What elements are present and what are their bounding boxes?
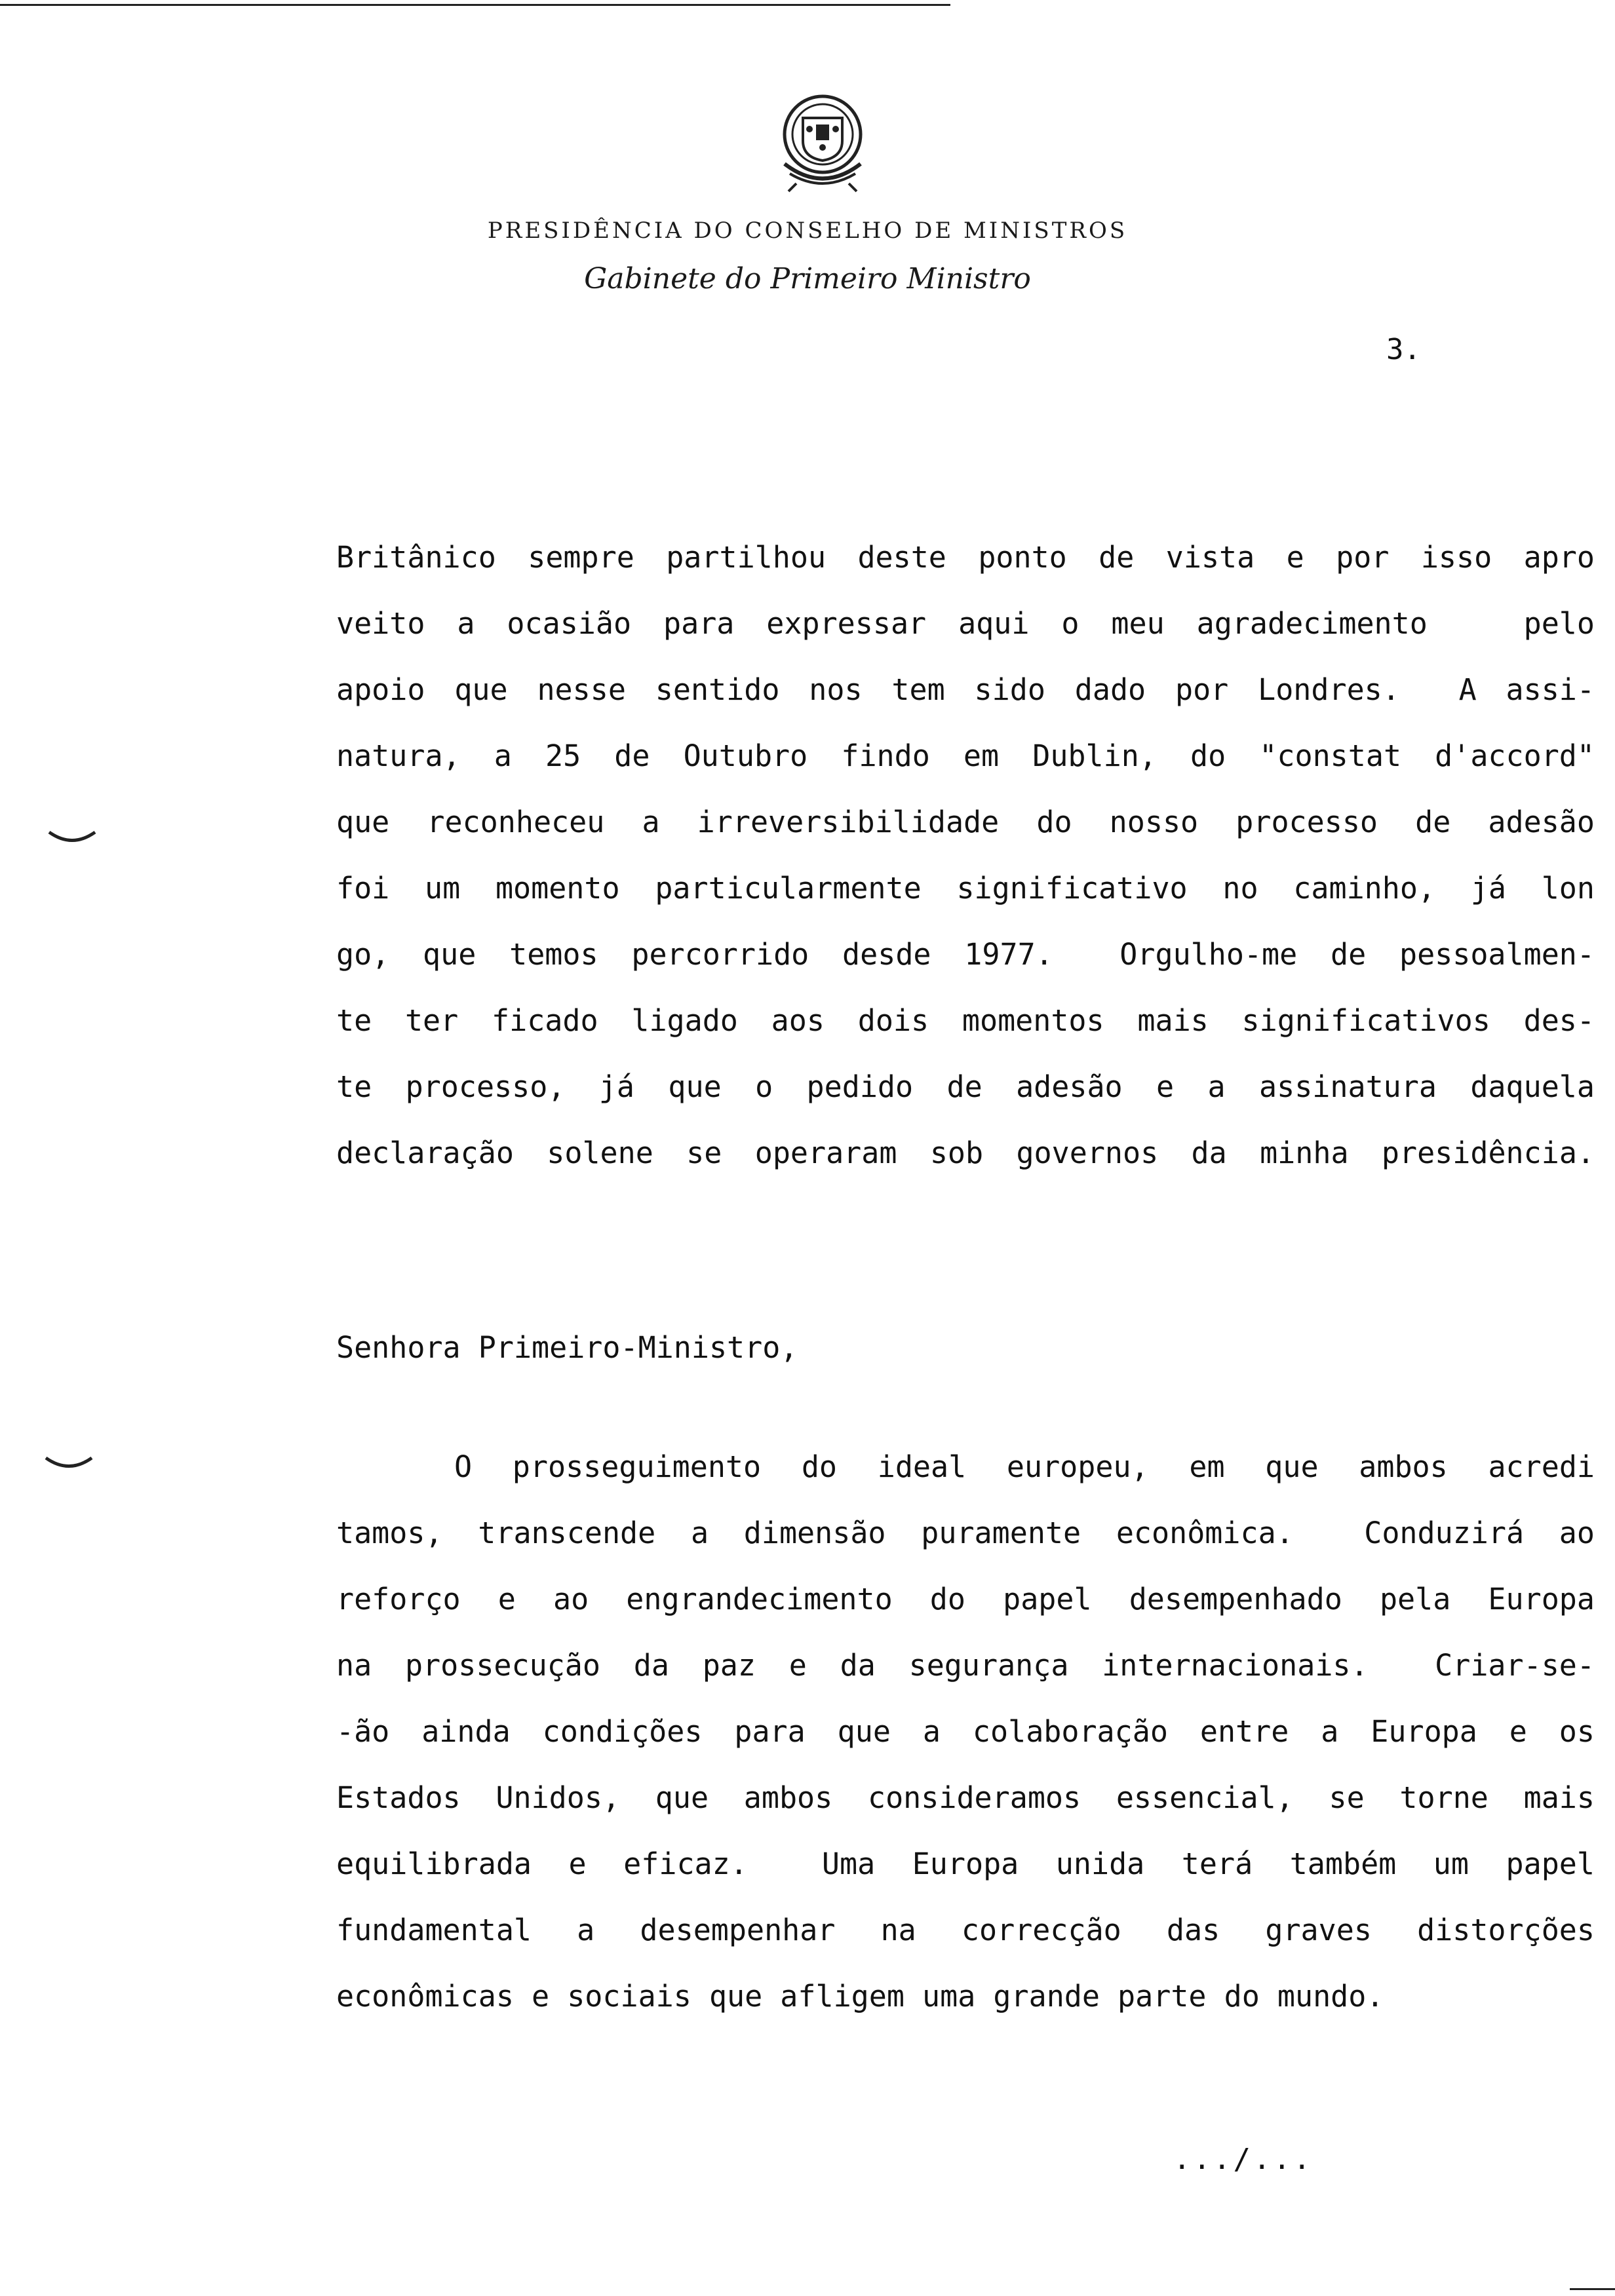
text-line: te processo, já que o pedido de adesão e a assinatura daquela <box>336 1069 1595 1104</box>
scan-corner-line <box>1570 2288 1615 2290</box>
text-line: go, que temos percorrido desde 1977. Orgulho-me de pessoalmen- <box>336 937 1595 972</box>
text-line: Britânico sempre partilhou deste ponto de vista e por isso apro <box>336 540 1595 575</box>
text-line: na prossecução da paz e da segurança internacionais. Criar-se- <box>336 1648 1595 1683</box>
text-line: te ter ficado ligado aos dois momentos mais significativos des- <box>336 1003 1595 1038</box>
continuation-mark: .../... <box>1173 2143 1313 2176</box>
salutation: Senhora Primeiro-Ministro, <box>336 1330 798 1365</box>
cabinet-name: Gabinete do Primeiro Ministro <box>584 262 1031 296</box>
text-line: foi um momento particularmente significativo no caminho, já lon <box>336 871 1595 906</box>
text-line: fundamental a desempenhar na correcção das graves distorções <box>336 1913 1595 1947</box>
margin-punch-mark <box>46 829 98 849</box>
institution-name: PRESIDÊNCIA DO CONSELHO DE MINISTROS <box>487 218 1128 244</box>
text-line: Estados Unidos, que ambos consideramos essencial, se torne mais <box>336 1780 1595 1815</box>
text-line: veito a ocasião para expressar aqui o meu agradecimento pelo <box>336 606 1595 641</box>
text-line: O prosseguimento do ideal europeu, em que ambos acredi <box>454 1449 1595 1484</box>
margin-punch-mark <box>43 1455 95 1474</box>
paragraph-2 <box>336 1434 1595 2029</box>
text-line: reforço e ao engrandecimento do papel desempenhado pela Europa <box>336 1582 1595 1617</box>
scan-edge-line <box>0 4 950 6</box>
text-line: natura, a 25 de Outubro findo em Dublin, do "constat d'accord" <box>336 738 1595 773</box>
coat-of-arms-seal <box>770 88 875 203</box>
text-line: equilibrada e eficaz. Uma Europa unida terá também um papel <box>336 1846 1595 1881</box>
text-line: que reconheceu a irreversibilidade do nosso processo de adesão <box>336 805 1595 839</box>
text-line: declaração solene se operaram sob governos da minha presidência. <box>336 1136 1595 1170</box>
page-number: 3. <box>1386 333 1421 366</box>
text-line: apoio que nesse sentido nos tem sido dado por Londres. A assi- <box>336 672 1595 707</box>
text-line: -ão ainda condições para que a colaboração entre a Europa e os <box>336 1714 1595 1749</box>
text-line: econômicas e sociais que afligem uma grande parte do mundo. <box>336 1979 1384 2014</box>
paragraph-1 <box>336 524 1595 1186</box>
text-line: tamos, transcende a dimensão puramente econômica. Conduzirá ao <box>336 1516 1595 1550</box>
